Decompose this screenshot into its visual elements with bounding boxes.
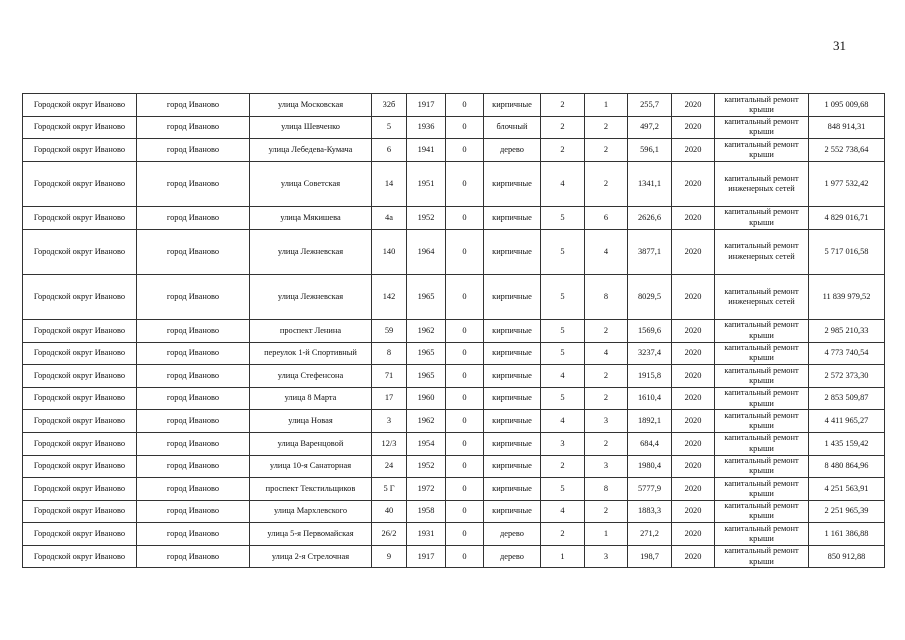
plan-year-cell: 2020 xyxy=(672,161,715,206)
zero-cell: 0 xyxy=(446,342,484,365)
zero-cell: 0 xyxy=(446,523,484,546)
district-cell: Городской округ Иваново xyxy=(23,500,137,523)
city-cell: город Иваново xyxy=(137,161,250,206)
floors-cell: 2 xyxy=(541,455,585,478)
street-cell: улица Лежневская xyxy=(250,274,372,319)
house-number-cell: 8 xyxy=(372,342,407,365)
cost-cell: 4 411 965,27 xyxy=(809,410,885,433)
work-type-cell: капитальный ремонт крыши xyxy=(715,139,809,162)
house-number-cell: 24 xyxy=(372,455,407,478)
district-cell: Городской округ Иваново xyxy=(23,365,137,388)
street-cell: улица 2-я Стрелочная xyxy=(250,545,372,568)
house-number-cell: 140 xyxy=(372,229,407,274)
floors-cell: 4 xyxy=(541,500,585,523)
entrances-cell: 3 xyxy=(585,455,628,478)
construction-year-cell: 1960 xyxy=(407,387,446,410)
city-cell: город Иваново xyxy=(137,432,250,455)
cost-cell: 2 251 965,39 xyxy=(809,500,885,523)
work-type-cell: капитальный ремонт крыши xyxy=(715,365,809,388)
floors-cell: 2 xyxy=(541,523,585,546)
construction-year-cell: 1936 xyxy=(407,116,446,139)
work-type-cell: капитальный ремонт крыши xyxy=(715,523,809,546)
area-cell: 3237,4 xyxy=(628,342,672,365)
house-number-cell: 59 xyxy=(372,319,407,342)
plan-year-cell: 2020 xyxy=(672,94,715,117)
entrances-cell: 4 xyxy=(585,229,628,274)
table-row xyxy=(23,500,885,523)
city-cell: город Иваново xyxy=(137,342,250,365)
district-cell: Городской округ Иваново xyxy=(23,94,137,117)
house-number-cell: 3 xyxy=(372,410,407,433)
zero-cell: 0 xyxy=(446,274,484,319)
area-cell: 1883,3 xyxy=(628,500,672,523)
wall-material-cell: кирпичные xyxy=(484,365,541,388)
area-cell: 1341,1 xyxy=(628,161,672,206)
wall-material-cell: кирпичные xyxy=(484,500,541,523)
cost-cell: 8 480 864,96 xyxy=(809,455,885,478)
street-cell: улица Мархлевского xyxy=(250,500,372,523)
table-row xyxy=(23,229,885,274)
table-row xyxy=(23,545,885,568)
district-cell: Городской округ Иваново xyxy=(23,274,137,319)
street-cell: улица Московская xyxy=(250,94,372,117)
wall-material-cell: блочный xyxy=(484,116,541,139)
city-cell: город Иваново xyxy=(137,274,250,319)
work-type-cell: капитальный ремонт крыши xyxy=(715,432,809,455)
cost-cell: 1 977 532,42 xyxy=(809,161,885,206)
street-cell: улица 8 Марта xyxy=(250,387,372,410)
district-cell: Городской округ Иваново xyxy=(23,161,137,206)
construction-year-cell: 1941 xyxy=(407,139,446,162)
wall-material-cell: кирпичные xyxy=(484,161,541,206)
city-cell: город Иваново xyxy=(137,229,250,274)
house-number-cell: 71 xyxy=(372,365,407,388)
zero-cell: 0 xyxy=(446,455,484,478)
plan-year-cell: 2020 xyxy=(672,545,715,568)
plan-year-cell: 2020 xyxy=(672,432,715,455)
area-cell: 1610,4 xyxy=(628,387,672,410)
construction-year-cell: 1917 xyxy=(407,545,446,568)
street-cell: проспект Ленина xyxy=(250,319,372,342)
floors-cell: 5 xyxy=(541,206,585,229)
entrances-cell: 1 xyxy=(585,94,628,117)
floors-cell: 4 xyxy=(541,161,585,206)
cost-cell: 5 717 016,58 xyxy=(809,229,885,274)
cost-cell: 1 435 159,42 xyxy=(809,432,885,455)
district-cell: Городской округ Иваново xyxy=(23,116,137,139)
wall-material-cell: дерево xyxy=(484,139,541,162)
city-cell: город Иваново xyxy=(137,455,250,478)
zero-cell: 0 xyxy=(446,139,484,162)
cost-cell: 4 829 016,71 xyxy=(809,206,885,229)
entrances-cell: 3 xyxy=(585,410,628,433)
plan-year-cell: 2020 xyxy=(672,229,715,274)
house-number-cell: 5 Г xyxy=(372,478,407,501)
wall-material-cell: кирпичные xyxy=(484,319,541,342)
entrances-cell: 2 xyxy=(585,387,628,410)
construction-year-cell: 1952 xyxy=(407,455,446,478)
zero-cell: 0 xyxy=(446,365,484,388)
work-type-cell: капитальный ремонт крыши xyxy=(715,478,809,501)
work-type-cell: капитальный ремонт инженерных сетей xyxy=(715,161,809,206)
street-cell: улица Варенцовой xyxy=(250,432,372,455)
zero-cell: 0 xyxy=(446,94,484,117)
area-cell: 596,1 xyxy=(628,139,672,162)
area-cell: 198,7 xyxy=(628,545,672,568)
area-cell: 8029,5 xyxy=(628,274,672,319)
table-row xyxy=(23,478,885,501)
plan-year-cell: 2020 xyxy=(672,342,715,365)
area-cell: 271,2 xyxy=(628,523,672,546)
entrances-cell: 4 xyxy=(585,342,628,365)
construction-year-cell: 1965 xyxy=(407,365,446,388)
entrances-cell: 2 xyxy=(585,139,628,162)
area-cell: 684,4 xyxy=(628,432,672,455)
cost-cell: 850 912,88 xyxy=(809,545,885,568)
work-type-cell: капитальный ремонт крыши xyxy=(715,206,809,229)
entrances-cell: 3 xyxy=(585,545,628,568)
area-cell: 2626,6 xyxy=(628,206,672,229)
area-cell: 5777,9 xyxy=(628,478,672,501)
work-type-cell: капитальный ремонт крыши xyxy=(715,319,809,342)
city-cell: город Иваново xyxy=(137,387,250,410)
street-cell: улица Лебедева-Кумача xyxy=(250,139,372,162)
house-number-cell: 40 xyxy=(372,500,407,523)
wall-material-cell: кирпичные xyxy=(484,432,541,455)
cost-cell: 2 552 738,64 xyxy=(809,139,885,162)
work-type-cell: капитальный ремонт крыши xyxy=(715,94,809,117)
entrances-cell: 1 xyxy=(585,523,628,546)
zero-cell: 0 xyxy=(446,206,484,229)
floors-cell: 2 xyxy=(541,139,585,162)
wall-material-cell: кирпичные xyxy=(484,94,541,117)
wall-material-cell: дерево xyxy=(484,523,541,546)
cost-cell: 2 572 373,30 xyxy=(809,365,885,388)
area-cell: 255,7 xyxy=(628,94,672,117)
city-cell: город Иваново xyxy=(137,139,250,162)
table-row xyxy=(23,455,885,478)
zero-cell: 0 xyxy=(446,161,484,206)
work-type-cell: капитальный ремонт крыши xyxy=(715,410,809,433)
floors-cell: 2 xyxy=(541,116,585,139)
cost-cell: 2 853 509,87 xyxy=(809,387,885,410)
construction-year-cell: 1954 xyxy=(407,432,446,455)
table-row xyxy=(23,523,885,546)
area-cell: 1892,1 xyxy=(628,410,672,433)
entrances-cell: 2 xyxy=(585,500,628,523)
street-cell: переулок 1-й Спортивный xyxy=(250,342,372,365)
construction-year-cell: 1972 xyxy=(407,478,446,501)
construction-year-cell: 1952 xyxy=(407,206,446,229)
city-cell: город Иваново xyxy=(137,500,250,523)
district-cell: Городской округ Иваново xyxy=(23,229,137,274)
district-cell: Городской округ Иваново xyxy=(23,410,137,433)
wall-material-cell: кирпичные xyxy=(484,387,541,410)
plan-year-cell: 2020 xyxy=(672,274,715,319)
area-cell: 1569,6 xyxy=(628,319,672,342)
table-row xyxy=(23,139,885,162)
wall-material-cell: кирпичные xyxy=(484,342,541,365)
wall-material-cell: кирпичные xyxy=(484,455,541,478)
city-cell: город Иваново xyxy=(137,319,250,342)
city-cell: город Иваново xyxy=(137,410,250,433)
table-row xyxy=(23,116,885,139)
page-number: 31 xyxy=(833,38,846,53)
house-number-cell: 142 xyxy=(372,274,407,319)
zero-cell: 0 xyxy=(446,116,484,139)
cost-cell: 1 095 009,68 xyxy=(809,94,885,117)
cost-cell: 4 773 740,54 xyxy=(809,342,885,365)
plan-year-cell: 2020 xyxy=(672,455,715,478)
entrances-cell: 6 xyxy=(585,206,628,229)
table-row xyxy=(23,319,885,342)
work-type-cell: капитальный ремонт крыши xyxy=(715,342,809,365)
street-cell: улица Советская xyxy=(250,161,372,206)
street-cell: улица Стефенсона xyxy=(250,365,372,388)
district-cell: Городской округ Иваново xyxy=(23,432,137,455)
wall-material-cell: кирпичные xyxy=(484,478,541,501)
wall-material-cell: дерево xyxy=(484,545,541,568)
construction-year-cell: 1965 xyxy=(407,342,446,365)
entrances-cell: 2 xyxy=(585,365,628,388)
zero-cell: 0 xyxy=(446,387,484,410)
city-cell: город Иваново xyxy=(137,206,250,229)
entrances-cell: 2 xyxy=(585,432,628,455)
wall-material-cell: кирпичные xyxy=(484,274,541,319)
district-cell: Городской округ Иваново xyxy=(23,139,137,162)
cost-cell: 4 251 563,91 xyxy=(809,478,885,501)
floors-cell: 1 xyxy=(541,545,585,568)
city-cell: город Иваново xyxy=(137,523,250,546)
construction-year-cell: 1962 xyxy=(407,319,446,342)
work-type-cell: капитальный ремонт крыши xyxy=(715,500,809,523)
floors-cell: 5 xyxy=(541,319,585,342)
entrances-cell: 8 xyxy=(585,478,628,501)
plan-year-cell: 2020 xyxy=(672,319,715,342)
work-type-cell: капитальный ремонт инженерных сетей xyxy=(715,229,809,274)
zero-cell: 0 xyxy=(446,229,484,274)
table-row xyxy=(23,365,885,388)
work-type-cell: капитальный ремонт инженерных сетей xyxy=(715,274,809,319)
plan-year-cell: 2020 xyxy=(672,387,715,410)
floors-cell: 5 xyxy=(541,274,585,319)
zero-cell: 0 xyxy=(446,410,484,433)
plan-year-cell: 2020 xyxy=(672,523,715,546)
house-number-cell: 5 xyxy=(372,116,407,139)
house-number-cell: 12/3 xyxy=(372,432,407,455)
work-type-cell: капитальный ремонт крыши xyxy=(715,116,809,139)
street-cell: проспект Текстильщиков xyxy=(250,478,372,501)
construction-year-cell: 1931 xyxy=(407,523,446,546)
plan-year-cell: 2020 xyxy=(672,365,715,388)
work-type-cell: капитальный ремонт крыши xyxy=(715,545,809,568)
construction-year-cell: 1951 xyxy=(407,161,446,206)
cost-cell: 1 161 386,88 xyxy=(809,523,885,546)
floors-cell: 4 xyxy=(541,410,585,433)
construction-year-cell: 1958 xyxy=(407,500,446,523)
district-cell: Городской округ Иваново xyxy=(23,319,137,342)
city-cell: город Иваново xyxy=(137,116,250,139)
repair-program-table xyxy=(22,93,885,568)
house-number-cell: 14 xyxy=(372,161,407,206)
zero-cell: 0 xyxy=(446,500,484,523)
construction-year-cell: 1965 xyxy=(407,274,446,319)
district-cell: Городской округ Иваново xyxy=(23,387,137,410)
floors-cell: 2 xyxy=(541,94,585,117)
entrances-cell: 8 xyxy=(585,274,628,319)
plan-year-cell: 2020 xyxy=(672,116,715,139)
floors-cell: 5 xyxy=(541,387,585,410)
construction-year-cell: 1962 xyxy=(407,410,446,433)
area-cell: 497,2 xyxy=(628,116,672,139)
zero-cell: 0 xyxy=(446,545,484,568)
plan-year-cell: 2020 xyxy=(672,500,715,523)
wall-material-cell: кирпичные xyxy=(484,410,541,433)
house-number-cell: 9 xyxy=(372,545,407,568)
city-cell: город Иваново xyxy=(137,365,250,388)
city-cell: город Иваново xyxy=(137,545,250,568)
floors-cell: 5 xyxy=(541,478,585,501)
floors-cell: 3 xyxy=(541,432,585,455)
cost-cell: 11 839 979,52 xyxy=(809,274,885,319)
floors-cell: 5 xyxy=(541,342,585,365)
zero-cell: 0 xyxy=(446,478,484,501)
table-row xyxy=(23,387,885,410)
house-number-cell: 17 xyxy=(372,387,407,410)
zero-cell: 0 xyxy=(446,319,484,342)
street-cell: улица Новая xyxy=(250,410,372,433)
district-cell: Городской округ Иваново xyxy=(23,455,137,478)
plan-year-cell: 2020 xyxy=(672,478,715,501)
table-row xyxy=(23,342,885,365)
street-cell: улица 5-я Первомайская xyxy=(250,523,372,546)
work-type-cell: капитальный ремонт крыши xyxy=(715,455,809,478)
table-body xyxy=(23,94,885,568)
city-cell: город Иваново xyxy=(137,478,250,501)
work-type-cell: капитальный ремонт крыши xyxy=(715,387,809,410)
city-cell: город Иваново xyxy=(137,94,250,117)
table-row xyxy=(23,206,885,229)
house-number-cell: 6 xyxy=(372,139,407,162)
street-cell: улица Лежневская xyxy=(250,229,372,274)
area-cell: 1915,8 xyxy=(628,365,672,388)
table-row xyxy=(23,161,885,206)
table-row xyxy=(23,274,885,319)
plan-year-cell: 2020 xyxy=(672,410,715,433)
area-cell: 1980,4 xyxy=(628,455,672,478)
table-row xyxy=(23,432,885,455)
area-cell: 3877,1 xyxy=(628,229,672,274)
house-number-cell: 4а xyxy=(372,206,407,229)
cost-cell: 848 914,31 xyxy=(809,116,885,139)
construction-year-cell: 1917 xyxy=(407,94,446,117)
street-cell: улица 10-я Санаторная xyxy=(250,455,372,478)
house-number-cell: 32б xyxy=(372,94,407,117)
district-cell: Городской округ Иваново xyxy=(23,206,137,229)
zero-cell: 0 xyxy=(446,432,484,455)
house-number-cell: 26/2 xyxy=(372,523,407,546)
district-cell: Городской округ Иваново xyxy=(23,545,137,568)
entrances-cell: 2 xyxy=(585,161,628,206)
district-cell: Городской округ Иваново xyxy=(23,523,137,546)
table-row xyxy=(23,94,885,117)
plan-year-cell: 2020 xyxy=(672,139,715,162)
street-cell: улица Мякишева xyxy=(250,206,372,229)
wall-material-cell: кирпичные xyxy=(484,206,541,229)
street-cell: улица Шевченко xyxy=(250,116,372,139)
table-row xyxy=(23,410,885,433)
wall-material-cell: кирпичные xyxy=(484,229,541,274)
cost-cell: 2 985 210,33 xyxy=(809,319,885,342)
district-cell: Городской округ Иваново xyxy=(23,342,137,365)
floors-cell: 4 xyxy=(541,365,585,388)
district-cell: Городской округ Иваново xyxy=(23,478,137,501)
construction-year-cell: 1964 xyxy=(407,229,446,274)
floors-cell: 5 xyxy=(541,229,585,274)
entrances-cell: 2 xyxy=(585,319,628,342)
entrances-cell: 2 xyxy=(585,116,628,139)
plan-year-cell: 2020 xyxy=(672,206,715,229)
